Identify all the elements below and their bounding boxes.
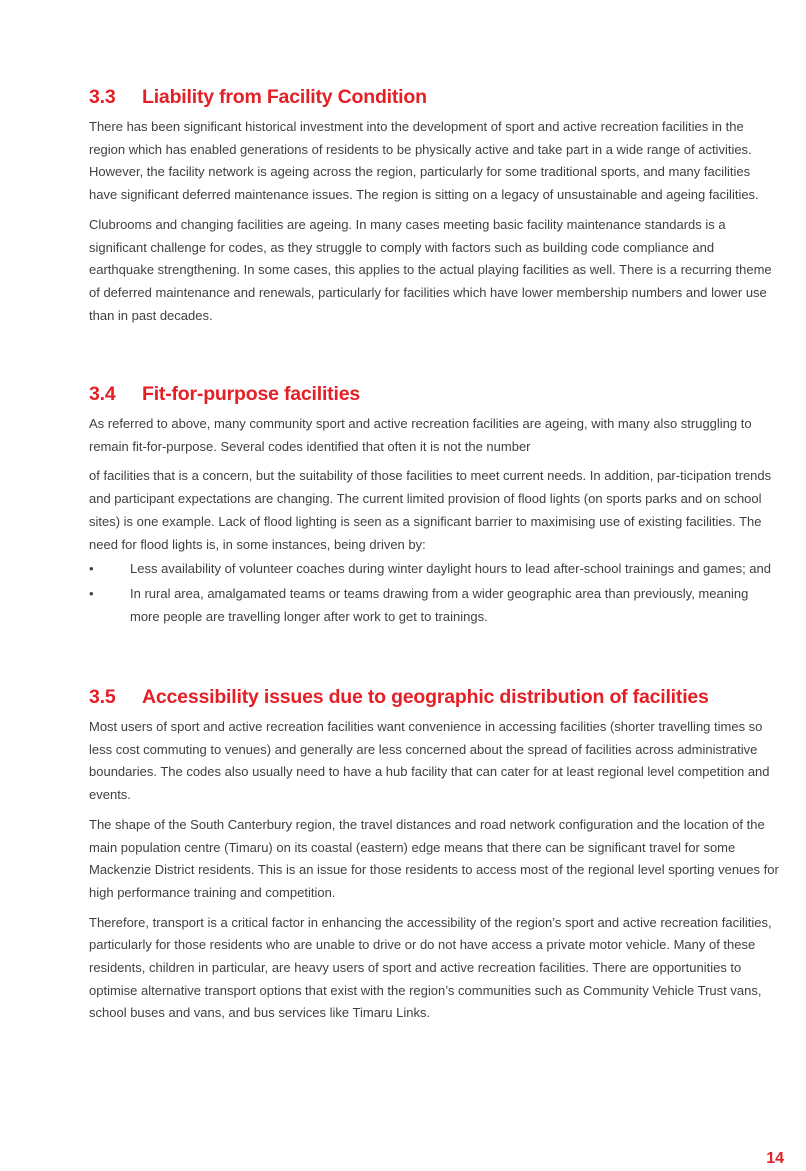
list-item	[89, 558, 779, 581]
paragraph: Therefore, transport is a critical factor in enhancing the accessibility of the region’s sport and active recreation facilities, particularly for those residents who are unable to drive or do not have access a private motor vehicle. Many of these residents, children in particular, are heavy users of sport and active recreation facilities. There are opportunities to optimise alternative transport options that exist with the region’s communities such as Community Vehicle Trust vans, school buses and vans, and bus services like Timaru Links.	[89, 914, 772, 1021]
section-number: 3.5	[89, 686, 116, 708]
section-number: 3.4	[89, 383, 116, 405]
section-3-5	[89, 686, 779, 1025]
bullet-icon: •	[89, 561, 94, 577]
section-heading	[89, 383, 779, 406]
paragraph: There has been significant historical investment into the development of sport and active recreation facilities in the region which has enabled generations of residents to be physically active and take part in a wide range of activities. However, the facility network is ageing across the region, particularly for some traditional sports, and many facilities have significant deferred maintenance issues. The region is sitting on a legacy of unsustainable and ageing facilities.	[89, 119, 759, 203]
section-number: 3.3	[89, 86, 116, 108]
section-title: Fit-for-purpose facilities	[142, 383, 360, 405]
paragraph: The shape of the South Canterbury region, the travel distances and road network configuration and the location of the main population centre (Timaru) on its coastal (eastern) edge means that there can be significant travel for some Mackenzie District residents. This is an issue for those residents to access most of the regional level sporting venues for high performance training and competition.	[89, 816, 779, 900]
section-3-4	[89, 383, 779, 628]
section-title: Liability from Facility Condition	[142, 86, 427, 108]
bullet-icon: •	[89, 585, 94, 601]
paragraph: Most users of sport and active recreation facilities want convenience in accessing facilities (shorter travelling times so less cost commuting to venues) and generally are less concerned about the spread of facilities across administrative boundaries. The codes also usually need to have a hub facility that can cater for at least regional level competition and events.	[89, 719, 770, 803]
list-item	[89, 583, 779, 628]
list-item-text: In rural area, amalgamated teams or teams drawing from a wider geographic area than previously, meaning more people are travelling longer after work to get to trainings.	[130, 585, 749, 624]
section-heading	[89, 686, 779, 709]
paragraph: As referred to above, many community sport and active recreation facilities are ageing, with many also struggling to remain fit-for-purpose. Several codes identified that often it is not the number	[89, 416, 752, 454]
bullet-list	[89, 558, 779, 628]
section-title: Accessibility issues due to geographic distribution of facilities	[142, 686, 709, 708]
paragraph: of facilities that is a concern, but the suitability of those facilities to meet current needs. In addition, par-ticipation trends and participant expectations are changing. The current limited provision of flood lights (on sports parks and on school sites) is one example. Lack of flood lighting is seen as a significant barrier to maximising use of existing facilities. The need for flood lights is, in some instances, being driven by:	[89, 468, 772, 552]
page-number: 14	[766, 1150, 784, 1167]
section-3-3	[89, 86, 779, 327]
section-heading	[89, 86, 779, 109]
paragraph: Clubrooms and changing facilities are ageing. In many cases meeting basic facility maintenance standards is a significant challenge for codes, as they struggle to comply with factors such as building code compliance and earthquake strengthening. In some cases, this applies to the actual playing facilities as well. There is a recurring theme of deferred maintenance and renewals, particularly for facilities which have lower membership numbers and lower use than in past decades.	[89, 216, 772, 323]
list-item-text: Less availability of volunteer coaches during winter daylight hours to lead after-school trainings and games; and	[130, 561, 771, 577]
